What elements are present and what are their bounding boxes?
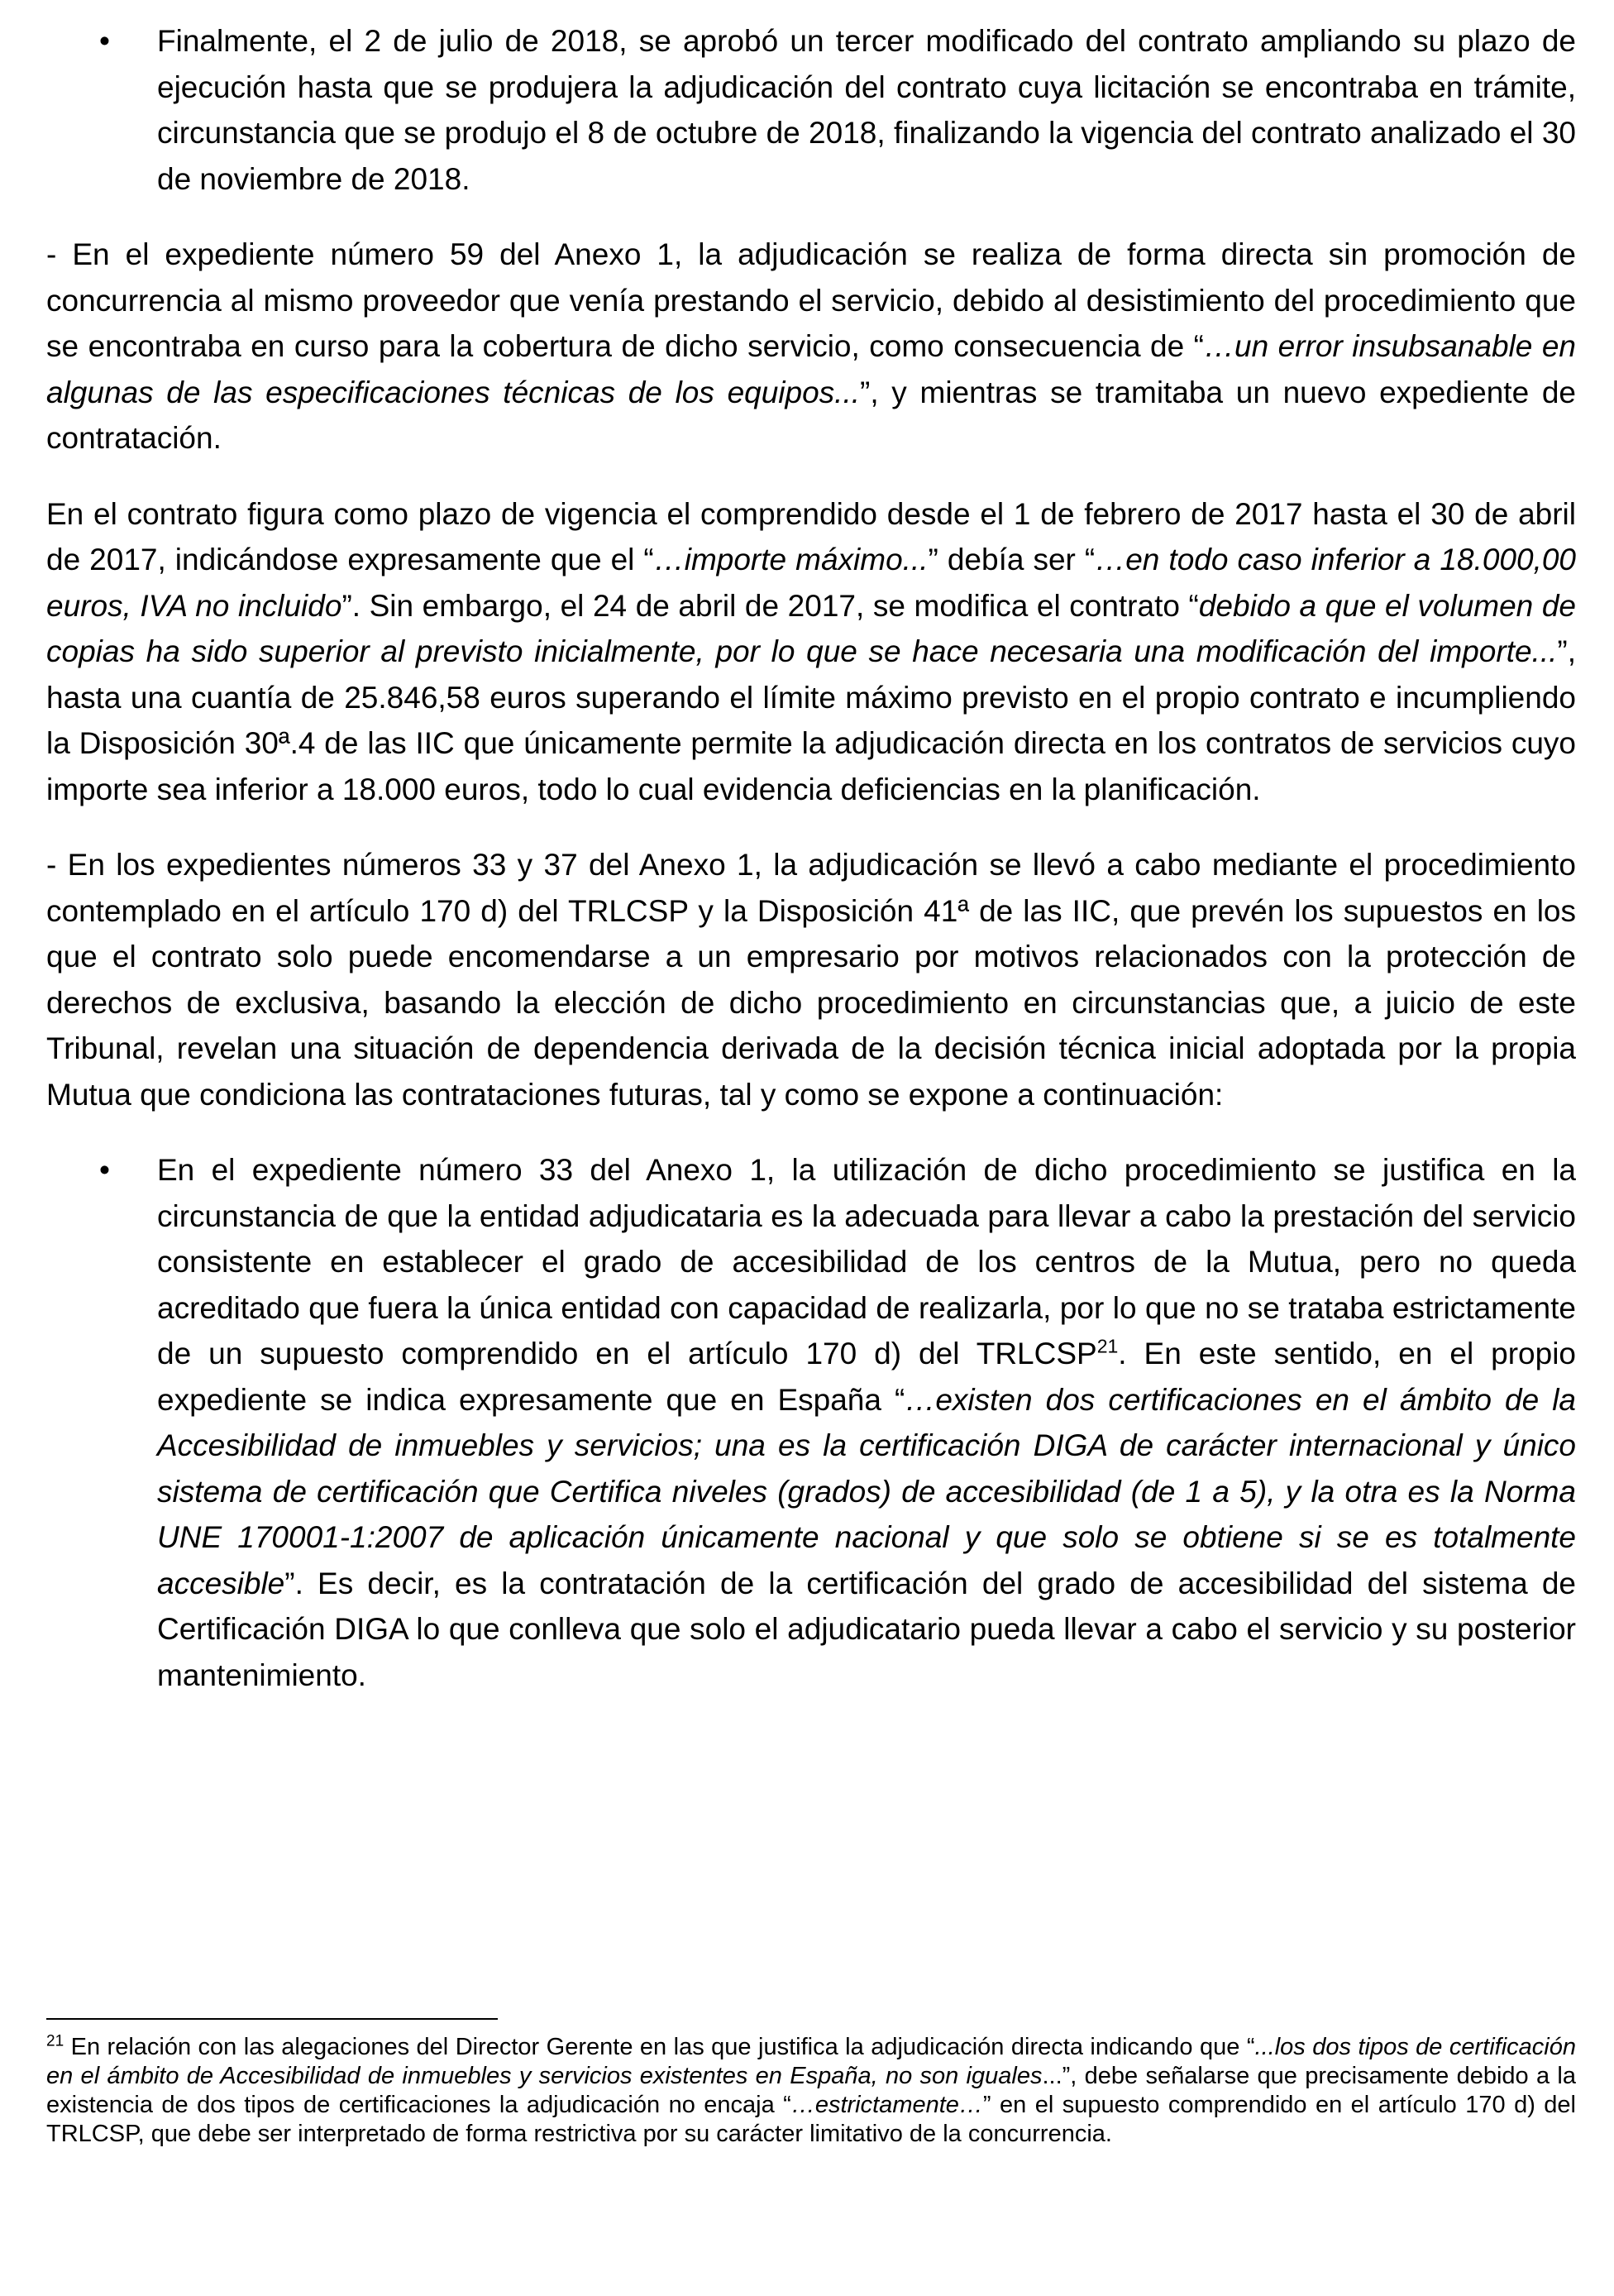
bullet-item-expediente-33 <box>46 1147 1576 1698</box>
bullet-icon: • <box>99 1153 110 1187</box>
paragraph-expediente-59: - En el expediente número 59 del Anexo 1, la adjudicación se realiza de forma directa sin promoción de concurrencia al mismo proveedor que venía prestando el servicio, debido al desistimiento del procedimiento que se encontraba en curso para la cobertura de dicho servicio, como consecuencia de “…un error insubsanable en algunas de las especificaciones técnicas de los equipos...”, y mientras se tramitaba un nuevo expediente de contratación. <box>46 237 1576 455</box>
paragraph-expedientes-33-37: - En los expedientes números 33 y 37 del Anexo 1, la adjudicación se llevó a cabo mediante el procedimiento contemplado en el artículo 170 d) del TRLCSP y la Disposición 41ª de las IIC, que prevén los supuestos en los que el contrato solo puede encomendarse a un empresario por motivos relacionados con la protección de derechos de exclusiva, basando la elección de dicho procedimiento en circunstancias que, a juicio de este Tribunal, revelan una situación de dependencia derivada de la decisión técnica inicial adoptada por la propia Mutua que condiciona las contrataciones futuras, tal y como se expone a continuación: <box>46 848 1576 1112</box>
bullet-icon: • <box>99 24 110 58</box>
document-body <box>46 18 1576 1698</box>
bullet-text: En el expediente número 33 del Anexo 1, la utilización de dicho procedimiento se justifica en la circunstancia de que la entidad adjudicataria es la adecuada para llevar a cabo la prestación del servicio consistente en establecer el grado de accesibilidad de los centros de la Mutua, pero no queda acreditado que fuera la única entidad con capacidad de realizarla, por lo que no se trataba estrictamente de un supuesto comprendido en el artículo 170 d) del TRLCSP$^{21}$. En este sentido, en el propio expediente se indica expresamente que en España “…existen dos certificaciones en el ámbito de la Accesibilidad de inmuebles y servicios; una es la certificación DIGA de carácter internacional y único sistema de certificación que Certifica niveles (grados) de accesibilidad (de 1 a 5), y la otra es la Norma UNE 170001-1:2007 de aplicación únicamente nacional y que solo se obtiene si se es totalmente accesible”. Es decir, es la contratación de la certificación del grado de accesibilidad del sistema de Certificación DIGA lo que conlleva que solo el adjudicatario pueda llevar a cabo el servicio y su posterior mantenimiento. <box>157 1153 1576 1692</box>
paragraph-plazo-vigencia: En el contrato figura como plazo de vigencia el comprendido desde el 1 de febrero de 2017 hasta el 30 de abril de 2017, indicándose expresamente que el “…importe máximo...” debía ser “…en todo caso inferior a 18.000,00 euros, IVA no incluido”. Sin embargo, el 24 de abril de 2017, se modifica el contrato “debido a que el volumen de copias ha sido superior al previsto inicialmente, por lo que se hace necesaria una modificación del importe...”, hasta una cuantía de 25.846,58 euros superando el límite máximo previsto en el propio contrato e incumpliendo la Disposición 30ª.4 de las IIC que únicamente permite la adjudicación directa en los contratos de servicios cuyo importe sea inferior a 18.000 euros, todo lo cual evidencia deficiencias en la planificación. <box>46 496 1576 806</box>
footnote-number: 21 <box>46 2032 64 2050</box>
bullet-item-tercer-modificado <box>46 18 1576 202</box>
footnote-reference[interactable]: 21 <box>1096 1335 1119 1357</box>
footnote-separator <box>46 2018 498 2020</box>
bullet-text: Finalmente, el 2 de julio de 2018, se aprobó un tercer modificado del contrato ampliando su plazo de ejecución hasta que se produjera la adjudicación del contrato cuya licitación se encontraba en trámite, circunstancia que se produjo el 8 de octubre de 2018, finalizando la vigencia del contrato analizado el 30 de noviembre de 2018. <box>157 24 1576 196</box>
footnote-21: $^{21}$ En relación con las alegaciones del Director Gerente en las que justifica la adjudicación directa indicando que “...los dos tipos de certificación en el ámbito de Accesibilidad de inmuebles y servicios existentes en España, no son iguales...”, debe señalarse que precisamente debido a la existencia de dos tipos de certificaciones la adjudicación no encaja “…estrictamente…” en el supuesto comprendido en el artículo 170 d) del TRLCSP, que debe ser interpretado de forma restrictiva por su carácter limitativo de la concurrencia. <box>46 2032 1577 2147</box>
